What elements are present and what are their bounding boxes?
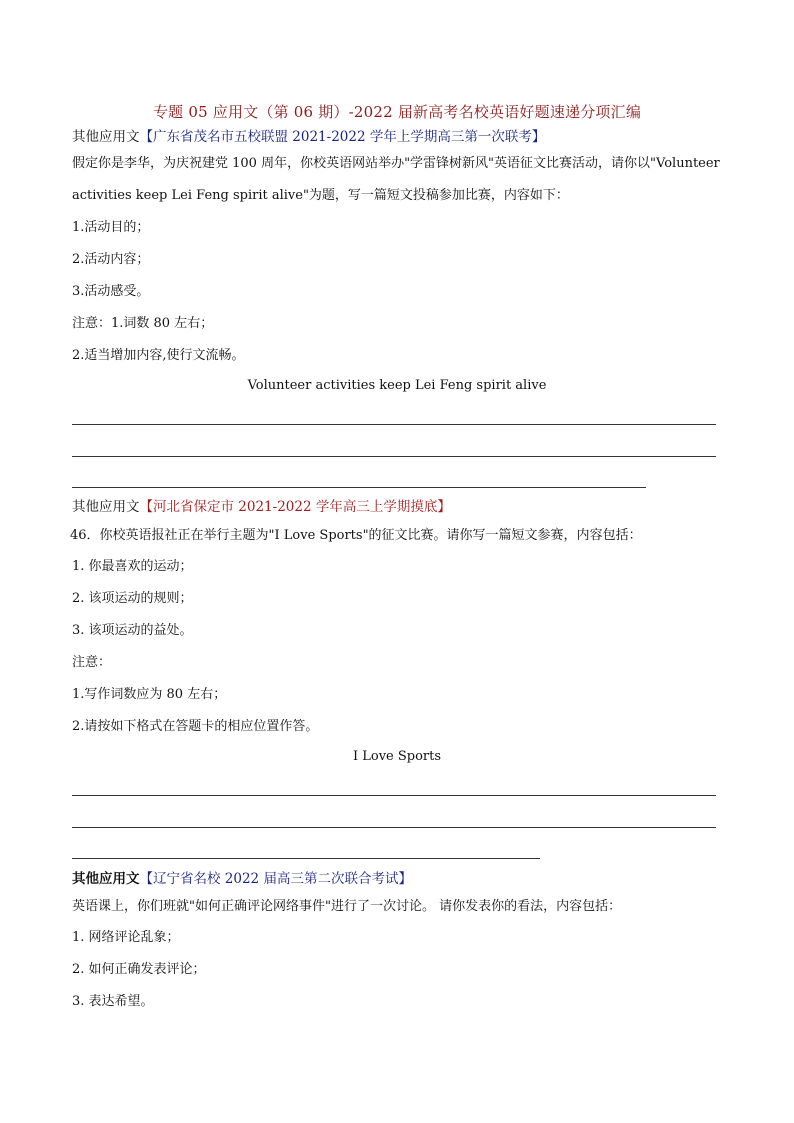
list-item: 2. 该项运动的规则；	[72, 591, 193, 606]
note-line: 2.适当增加内容,使行文流畅。	[72, 348, 245, 363]
list-item: 1.活动目的；	[72, 220, 150, 235]
prompt-line: 假定你是李华，为庆祝建党 100 周年，你校英语网站举办"学雷锋树新风"英语征文比赛活动，请你以"Volunteer	[72, 156, 720, 171]
section-label: 其他应用文	[72, 129, 140, 145]
list-item: 3.活动感受。	[72, 284, 150, 299]
answer-line	[72, 424, 716, 425]
note-line: 1.写作词数应为 80 左右；	[72, 687, 227, 702]
section-3-header	[72, 870, 412, 888]
note-line: 2.请按如下格式在答题卡的相应位置作答。	[72, 719, 319, 734]
section-2-header	[72, 498, 451, 516]
answer-line	[72, 456, 716, 457]
list-item: 3. 表达希望。	[72, 994, 154, 1009]
essay-title: Volunteer activities keep Lei Feng spirit alive	[247, 378, 547, 393]
section-label: 其他应用文	[72, 499, 140, 515]
note-line: 注意：	[72, 655, 112, 670]
section-source: 【辽宁省名校 2022 届高三第二次联合考试】	[139, 871, 412, 887]
list-item: 3. 该项运动的益处。	[72, 623, 193, 638]
list-item: 2.活动内容；	[72, 252, 150, 267]
list-item: 2. 如何正确发表评论；	[72, 962, 206, 977]
answer-line	[72, 795, 716, 796]
essay-title: I Love Sports	[352, 749, 442, 764]
list-item: 1. 你最喜欢的运动；	[72, 559, 193, 574]
section-1-header	[72, 128, 545, 146]
answer-line	[72, 487, 646, 488]
prompt-line: 46．你校英语报社正在举行主题为"I Love Sports"的征文比赛。请你写一篇短文参赛，内容包括：	[70, 528, 642, 543]
answer-line	[72, 827, 716, 828]
prompt-line: 英语课上，你们班就"如何正确评论网络事件"进行了一次讨论。 请你发表你的看法，内容包括：	[72, 899, 622, 914]
section-label: 其他应用文	[72, 871, 140, 887]
section-source: 【河北省保定市 2021-2022 学年高三上学期摸底】	[139, 499, 451, 515]
document-title: 专题 05 应用文（第 06 期）-2022 届新高考名校英语好题速递分项汇编	[152, 103, 642, 121]
answer-line	[72, 858, 540, 859]
prompt-line: activities keep Lei Feng spirit alive"为题，写一篇短文投稿参加比赛，内容如下：	[72, 188, 569, 203]
note-line: 注意：1.词数 80 左右；	[72, 316, 214, 331]
section-source: 【广东省茂名市五校联盟 2021-2022 学年上学期高三第一次联考】	[139, 129, 546, 145]
list-item: 1. 网络评论乱象；	[72, 930, 180, 945]
